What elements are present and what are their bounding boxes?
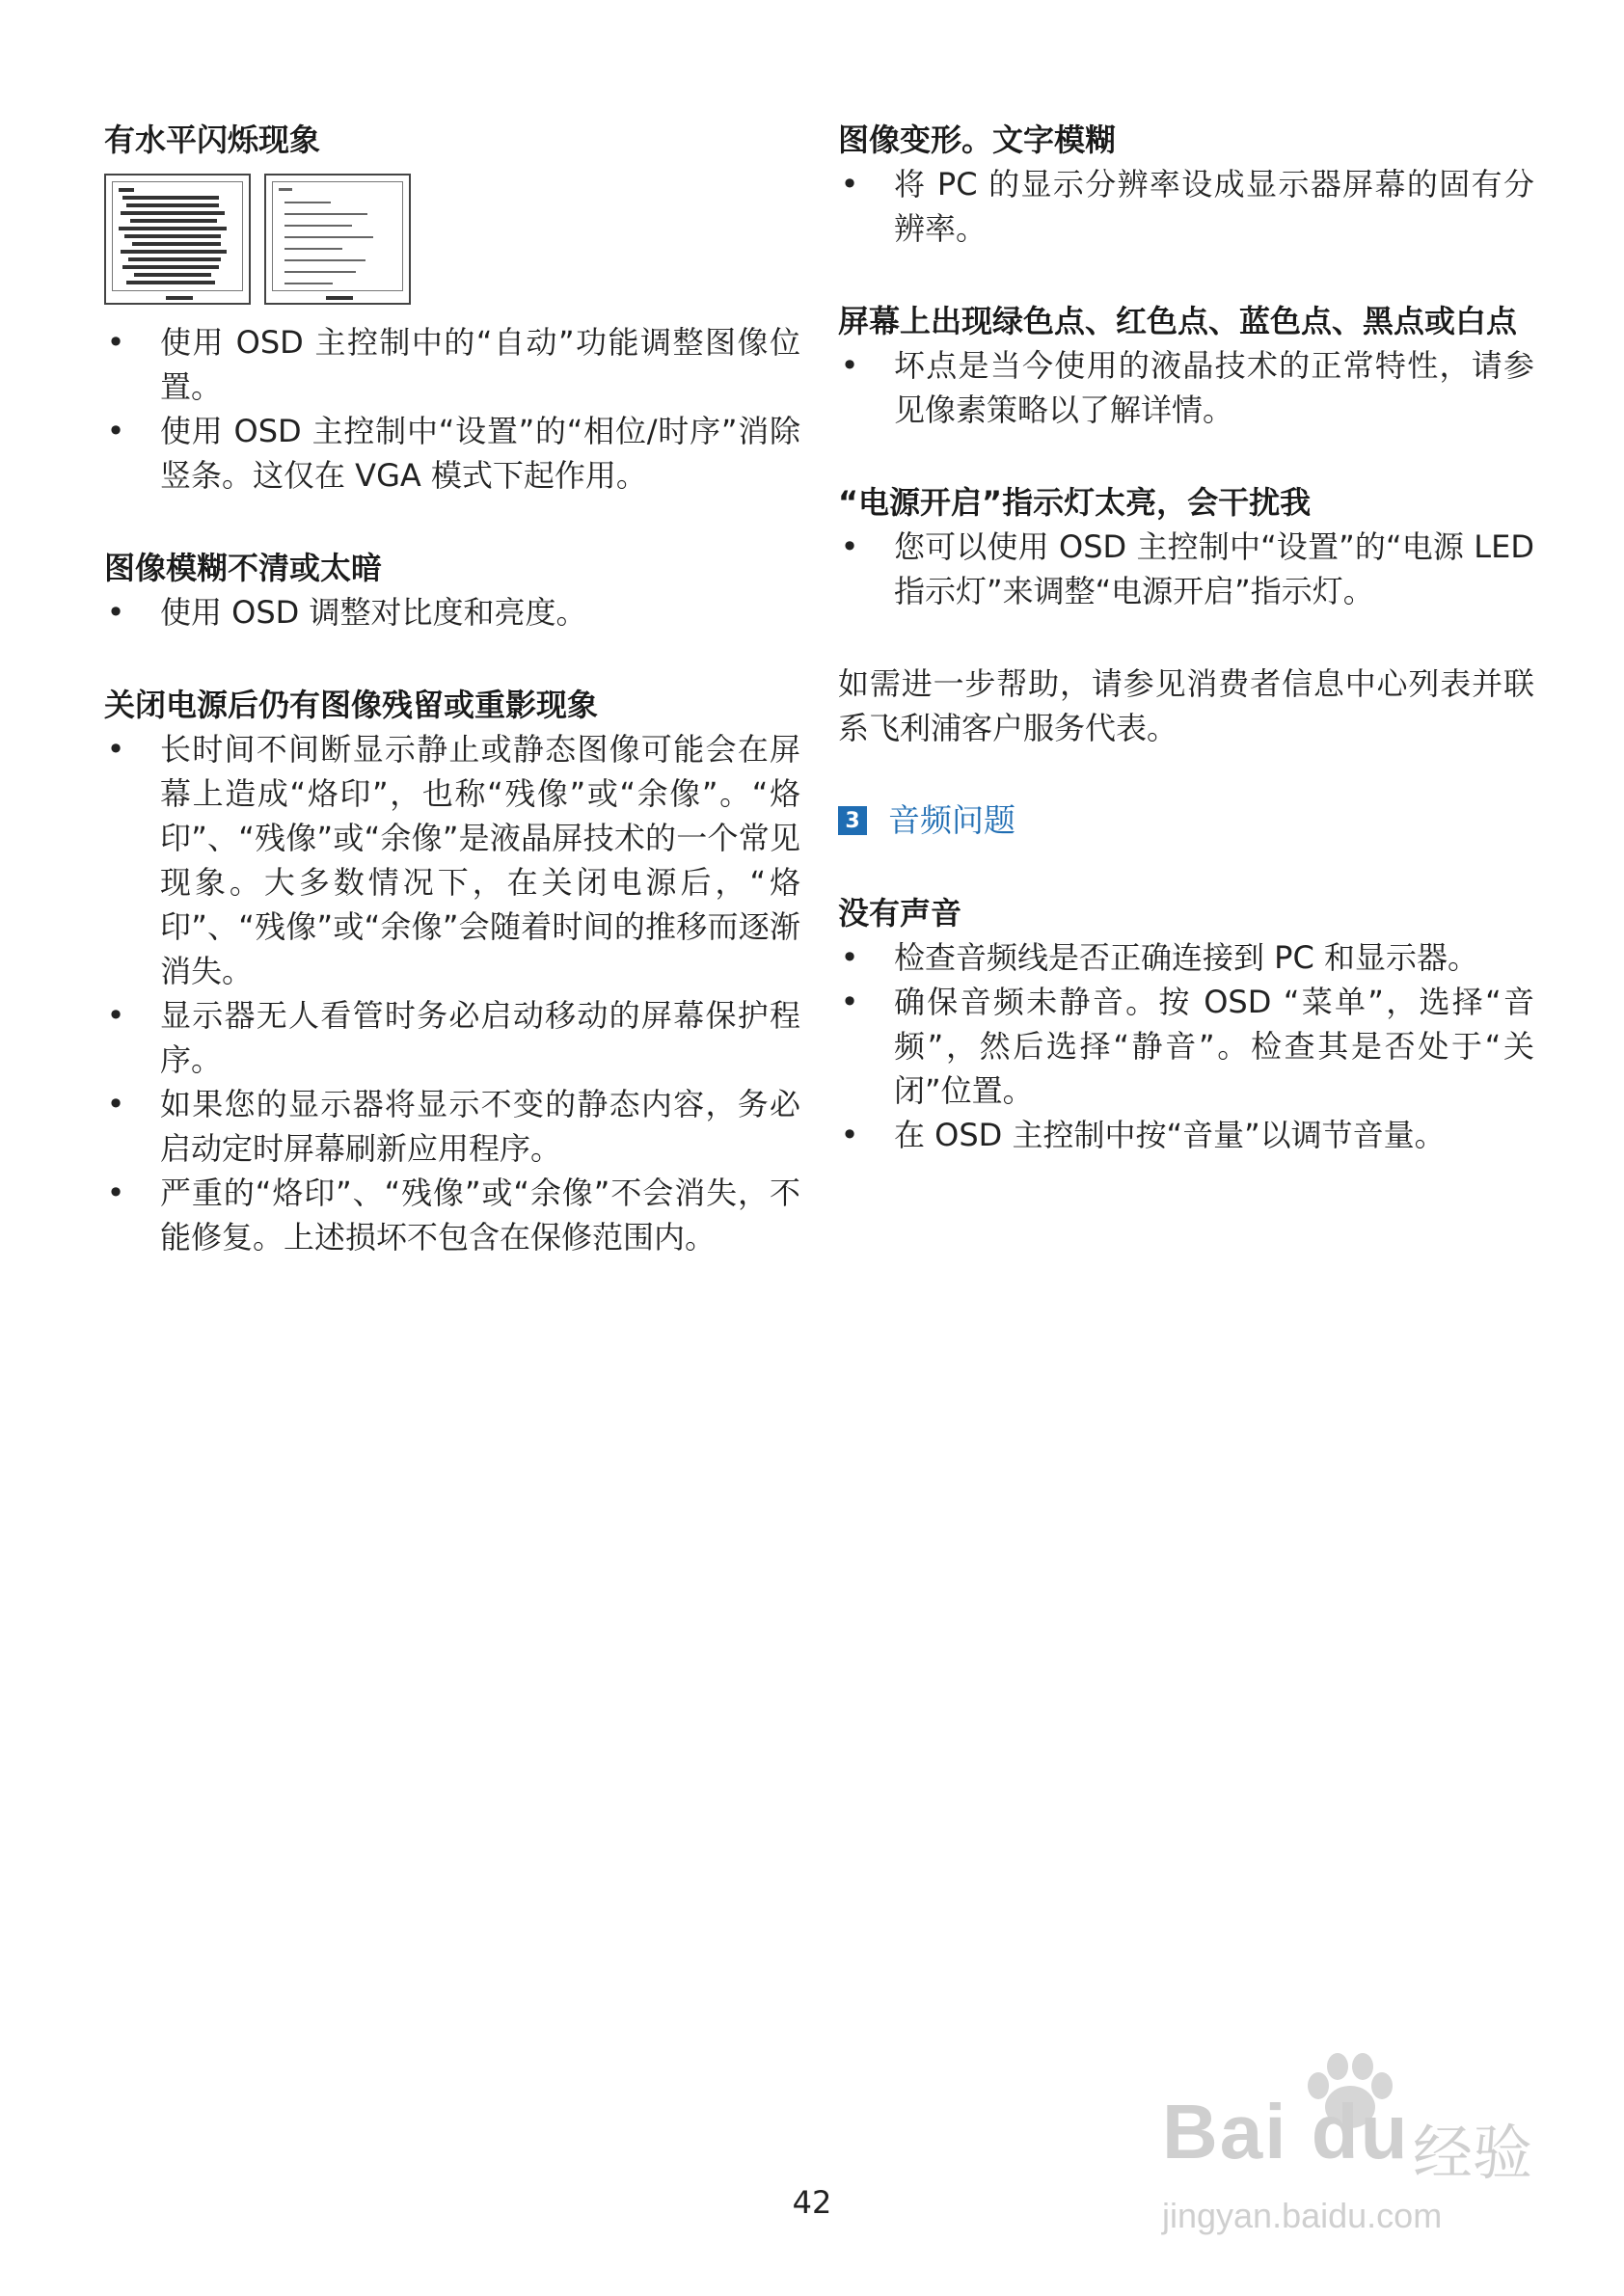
section-image-retention [104, 683, 800, 1259]
bullet-list [838, 343, 1534, 432]
section-image-blurry [104, 546, 800, 635]
bullet-list [838, 162, 1534, 251]
list-item: • 您可以使用 OSD 主控制中“设置”的“电源 LED 指示灯”来调整“电源开启”指示灯。 [838, 525, 1534, 613]
bullet-icon: • [840, 347, 859, 384]
section-heading: 图像变形。文字模糊 [838, 122, 1117, 158]
bullet-icon: • [106, 731, 125, 768]
section-power-led [838, 480, 1534, 613]
list-item: • 检查音频线是否正确连接到 PC 和显示器。 [838, 935, 1534, 980]
section-dead-pixels [838, 299, 1534, 432]
list-item: • 长时间不间断显示静止或静态图像可能会在屏幕上造成“烙印”，也称“残像”或“余像”。“烙印”、“残像”或“余像”是液晶屏技术的一个常见现象。大多数情况下，在关闭电源后，“烙印”、“残像”或“余像”会随着时间的推移而逐渐消失。 [104, 727, 800, 993]
left-column [104, 118, 800, 1308]
section-heading: 屏幕上出现绿色点、红色点、蓝色点、黑点或白点 [838, 303, 1518, 339]
list-item: • 使用 OSD 调整对比度和亮度。 [104, 590, 800, 635]
normal-screen-illustration [264, 174, 411, 305]
baidu-watermark [1123, 2049, 1548, 2242]
help-note [838, 662, 1534, 750]
bullet-icon: • [106, 594, 125, 631]
page-number: 42 [792, 2184, 832, 2221]
section-number-badge: 3 [838, 806, 867, 835]
list-item: • 严重的“烙印”、“残像”或“余像”不会消失，不能修复。上述损坏不包含在保修范围内。 [104, 1171, 800, 1259]
bullet-icon: • [106, 1086, 125, 1122]
flicker-screen-illustration [104, 174, 251, 305]
list-item: • 如果您的显示器将显示不变的静态内容，务必启动定时屏幕刷新应用程序。 [104, 1082, 800, 1171]
bullet-list [838, 935, 1534, 1157]
section-no-sound [838, 891, 1534, 1157]
bullet-icon: • [840, 939, 859, 976]
list-item: • 坏点是当今使用的液晶技术的正常特性，请参见像素策略以了解详情。 [838, 343, 1534, 432]
list-item: • 在 OSD 主控制中按“音量”以调节音量。 [838, 1113, 1534, 1157]
list-item: • 显示器无人看管时务必启动移动的屏幕保护程序。 [104, 993, 800, 1082]
section-heading: “电源开启”指示灯太亮，会干扰我 [838, 484, 1312, 521]
bullet-icon: • [106, 324, 125, 361]
section-horizontal-flicker [104, 118, 800, 498]
bullet-list [104, 320, 800, 498]
section-heading: 有水平闪烁现象 [104, 122, 321, 158]
bullet-icon: • [840, 528, 859, 565]
watermark-cn: 经验 [1413, 2118, 1533, 2188]
section-heading: 关闭电源后仍有图像残留或重影现象 [104, 687, 599, 723]
list-item: • 将 PC 的显示分辨率设成显示器屏幕的固有分辨率。 [838, 162, 1534, 251]
list-item: • 确保音频未静音。按 OSD “菜单”，选择“音频”，然后选择“静音”。检查其是否处于“关闭”位置。 [838, 980, 1534, 1113]
bullet-icon: • [106, 997, 125, 1034]
bullet-icon: • [840, 984, 859, 1020]
watermark-url: jingyan.baidu.com [1162, 2196, 1443, 2235]
section-title: 音频问题 [888, 801, 1015, 839]
audio-section-title [838, 798, 1534, 843]
watermark-brand: Bai du [1162, 2089, 1410, 2174]
section-heading: 没有声音 [838, 895, 962, 932]
section-image-distorted [838, 118, 1534, 251]
flicker-illustrations [104, 174, 800, 305]
bullet-icon: • [106, 413, 125, 449]
list-item: • 使用 OSD 主控制中的“自动”功能调整图像位置。 [104, 320, 800, 409]
bullet-list [104, 727, 800, 1259]
help-paragraph: 如需进一步帮助，请参见消费者信息中心列表并联系飞利浦客户服务代表。 [838, 665, 1534, 746]
bullet-list [104, 590, 800, 635]
bullet-icon: • [106, 1175, 125, 1211]
bullet-list [838, 525, 1534, 613]
right-column [838, 118, 1534, 1205]
list-item: • 使用 OSD 主控制中“设置”的“相位/时序”消除竖条。这仅在 VGA 模式下起作用。 [104, 409, 800, 498]
bullet-icon: • [840, 1117, 859, 1153]
bullet-icon: • [840, 166, 859, 203]
section-heading: 图像模糊不清或太暗 [104, 550, 383, 586]
